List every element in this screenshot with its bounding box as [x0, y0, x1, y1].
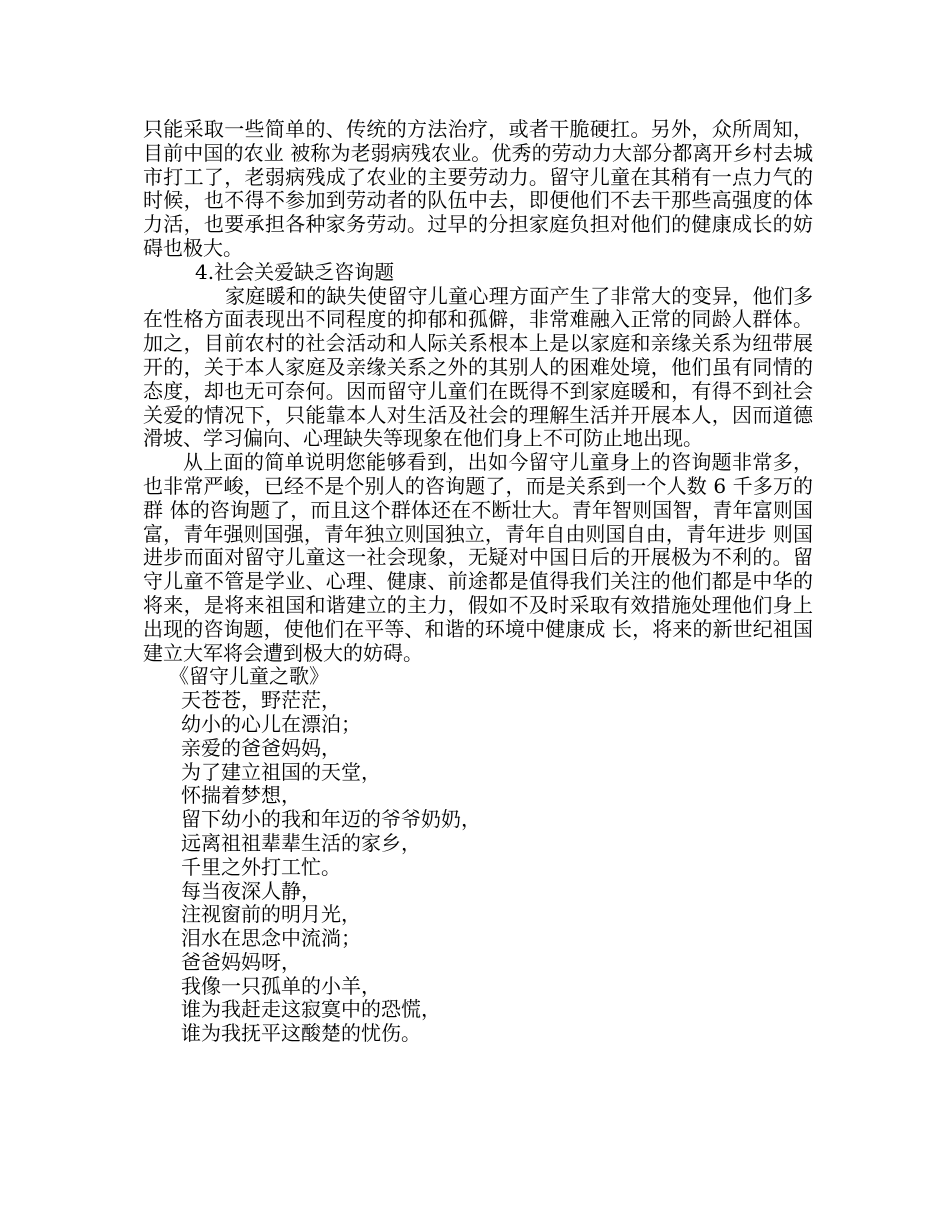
paragraph-summary: 从上面的简单说明您能够看到，出如今留守儿童身上的咨询题非常多，也非常严峻，已经不是个别人的咨询题了，而是关系到一个人数 6 千多万的群 体的咨询题了，而且这个群体还在不断壮大。青年智则国智，青年富则国富，青年强则国强，青年独立则国独立，青年自由则国自由，青年进步 则国进步而面对留守儿童这一社会现象，无疑对中国日后的开展极为不利的。留守儿童不管是学业、心理、健康、前途都是值得我们关注的他们都是中华的将来，是将来祖国和谐建立的主力，假如不及时采取有效措施处理他们身上出现的咨询题，使他们在平等、和谐的环境中健康成 长，将来的新世纪祖国建立大军将会遭到极大的妨碍。 — [143, 450, 813, 665]
section-heading-social-care: 4.社会关爱缺乏咨询题 — [195, 259, 395, 284]
poem-line: 我像一只孤单的小羊， — [181, 973, 381, 998]
paragraph-health-labor: 只能采取一些简单的、传统的方法治疗，或者干脆硬扛。另外，众所周知，目前中国的农业 被称为老弱病残农业。优秀的劳动力大部分都离开乡村去城市打工了，老弱病残成了农业的主要劳动力。留守儿童在其稍有一点力气的时候，也不得不参加到劳动者的队伍中去，即便他们不去干那些高强度的体力活，也要承担各种家务劳动。过早的分担家庭负担对他们的健康成长的妨碍也极大。 — [143, 117, 813, 260]
poem-line: 注视窗前的明月光， — [181, 902, 361, 927]
poem-line: 泪水在思念中流淌； — [181, 926, 361, 951]
poem-line: 每当夜深人静， — [181, 878, 321, 903]
poem-line: 谁为我抚平这酸楚的忧伤。 — [181, 1021, 421, 1046]
poem-line: 亲爱的爸爸妈妈， — [181, 735, 341, 760]
poem-line: 留下幼小的我和年迈的爷爷奶奶， — [181, 807, 481, 832]
poem-line: 天苍苍，野茫茫， — [181, 688, 341, 713]
paragraph-social-care: 家庭暖和的缺失使留守儿童心理方面产生了非常大的变异，他们多在性格方面表现出不同程度的抑郁和孤僻，非常难融入正常的同龄人群体。加之，目前农村的社会活动和人际关系根本上是以家庭和亲缘关系为纽带展开的，关于本人家庭及亲缘关系之外的其别人的困难处境，他们虽有同情的态度，却也无可奈何。因而留守儿童们在既得不到家庭暖和，有得不到社会关爱的情况下，只能靠本人对生活及社会的理解生活并开展本人，因而道德滑坡、学习偏向、心理缺失等现象在他们身上不可防止地出现。 — [143, 283, 813, 451]
poem-line: 谁为我赶走这寂寞中的恐慌， — [181, 997, 441, 1022]
poem-line: 怀揣着梦想， — [181, 783, 301, 808]
poem-line: 为了建立祖国的天堂， — [181, 759, 381, 784]
poem-body — [143, 689, 813, 1046]
poem-line: 爸爸妈妈呀， — [181, 949, 301, 974]
poem-line: 千里之外打工忙。 — [181, 854, 341, 879]
poem-line: 远离祖祖辈辈生活的家乡， — [181, 830, 421, 855]
poem-line: 幼小的心儿在漂泊； — [181, 711, 361, 736]
poem-title: 《留守儿童之歌》 — [169, 664, 329, 689]
document-body — [143, 118, 813, 1046]
